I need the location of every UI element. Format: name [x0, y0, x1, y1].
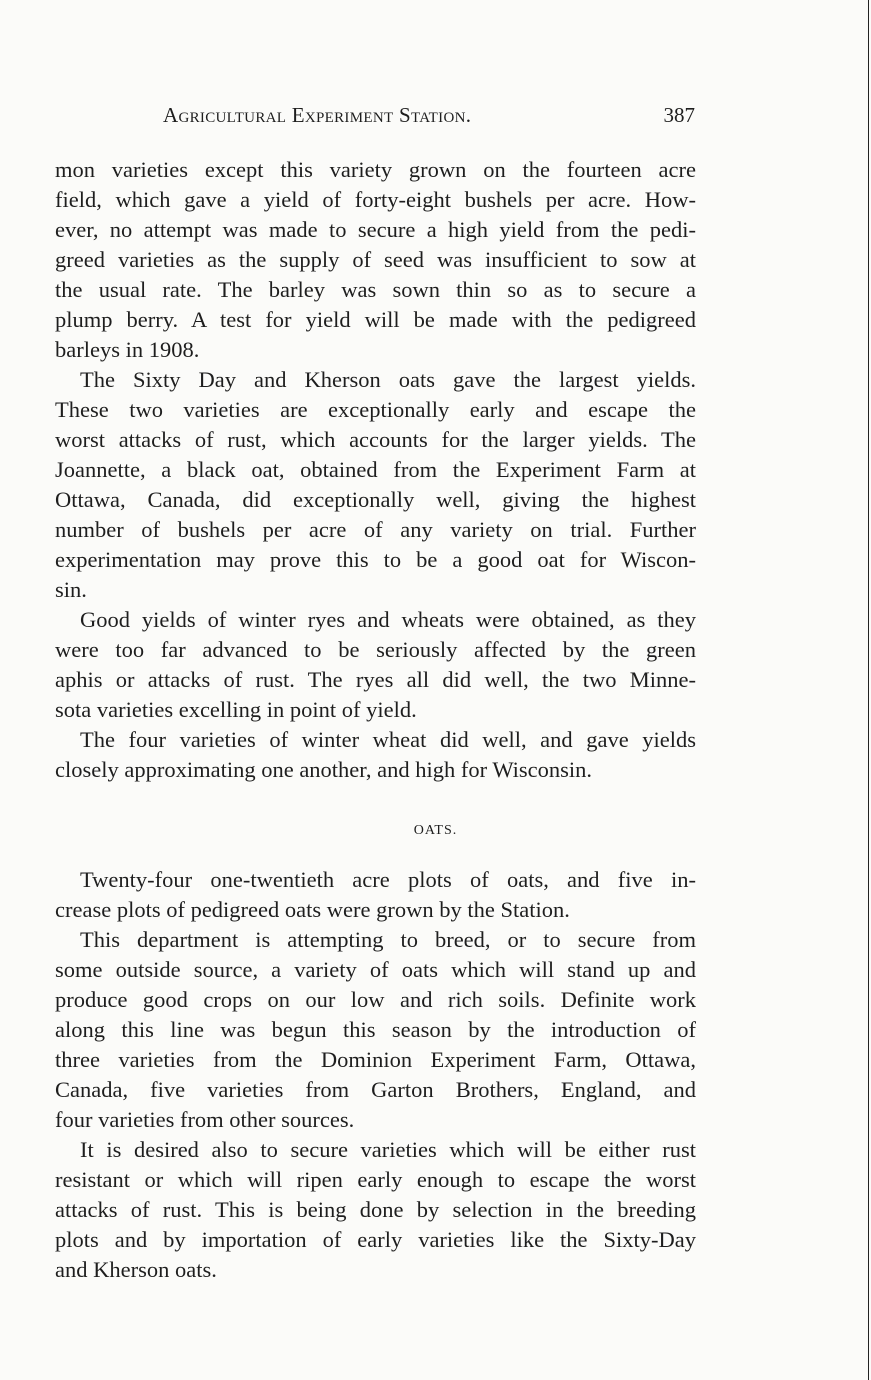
- text-line: plots and by importation of early varieties like the Sixty-Day: [55, 1227, 696, 1252]
- running-head: Agricultural Experiment Station.: [163, 103, 472, 127]
- text-line: plump berry. A test for yield will be made with the pedigreed: [55, 307, 696, 332]
- text-line: closely approximating one another, and high for Wisconsin.: [55, 757, 593, 782]
- text-line: sota varieties excelling in point of yield.: [55, 697, 417, 722]
- page-edge-rule: [868, 0, 869, 1380]
- text-line: These two varieties are exceptionally early and escape the: [55, 397, 696, 422]
- text-line: ever, no attempt was made to secure a high yield from the pedi-: [55, 217, 696, 242]
- text-line: field, which gave a yield of forty-eight bushels per acre. How-: [55, 187, 696, 212]
- text-line: The Sixty Day and Kherson oats gave the largest yields.: [80, 367, 696, 392]
- text-line: resistant or which will ripen early enough to escape the worst: [55, 1167, 696, 1192]
- text-line: Ottawa, Canada, did exceptionally well, giving the highest: [55, 487, 696, 512]
- text-line: greed varieties as the supply of seed was insufficient to sow at: [55, 247, 696, 272]
- text-line: It is desired also to secure varieties which will be either rust: [80, 1137, 696, 1162]
- text-line: four varieties from other sources.: [55, 1107, 355, 1132]
- text-line: some outside source, a variety of oats which will stand up and: [55, 957, 696, 982]
- body-text-block-2: [55, 865, 696, 1285]
- text-line: experimentation may prove this to be a good oat for Wiscon-: [55, 547, 696, 572]
- text-line: barleys in 1908.: [55, 337, 200, 362]
- text-line: three varieties from the Dominion Experiment Farm, Ottawa,: [55, 1047, 696, 1072]
- text-line: The four varieties of winter wheat did well, and gave yields: [80, 727, 696, 752]
- text-line: worst attacks of rust, which accounts for the larger yields. The: [55, 427, 696, 452]
- text-line: mon varieties except this variety grown on the fourteen acre: [55, 157, 696, 182]
- text-line: This department is attempting to breed, or to secure from: [80, 927, 696, 952]
- text-line: produce good crops on our low and rich soils. Definite work: [55, 987, 696, 1012]
- body-text-block-1: [55, 155, 696, 785]
- text-line: Good yields of winter ryes and wheats were obtained, as they: [80, 607, 696, 632]
- text-line: aphis or attacks of rust. The ryes all did well, the two Minne-: [55, 667, 696, 692]
- text-line: attacks of rust. This is being done by selection in the breeding: [55, 1197, 696, 1222]
- text-line: Joannette, a black oat, obtained from the Experiment Farm at: [55, 457, 696, 482]
- text-line: and Kherson oats.: [55, 1257, 217, 1282]
- text-line: were too far advanced to be seriously affected by the green: [55, 637, 696, 662]
- text-line: sin.: [55, 577, 87, 602]
- text-line: number of bushels per acre of any variety on trial. Further: [55, 517, 696, 542]
- page-header: [163, 103, 695, 133]
- text-line: Twenty-four one-twentieth acre plots of oats, and five in-: [80, 867, 696, 892]
- page-number: 387: [663, 103, 695, 127]
- text-line: Canada, five varieties from Garton Brothers, England, and: [55, 1077, 696, 1102]
- text-line: the usual rate. The barley was sown thin so as to secure a: [55, 277, 696, 302]
- text-line: crease plots of pedigreed oats were grown by the Station.: [55, 897, 570, 922]
- section-heading: OATS.: [413, 823, 458, 838]
- text-line: along this line was begun this season by the introduction of: [55, 1017, 696, 1042]
